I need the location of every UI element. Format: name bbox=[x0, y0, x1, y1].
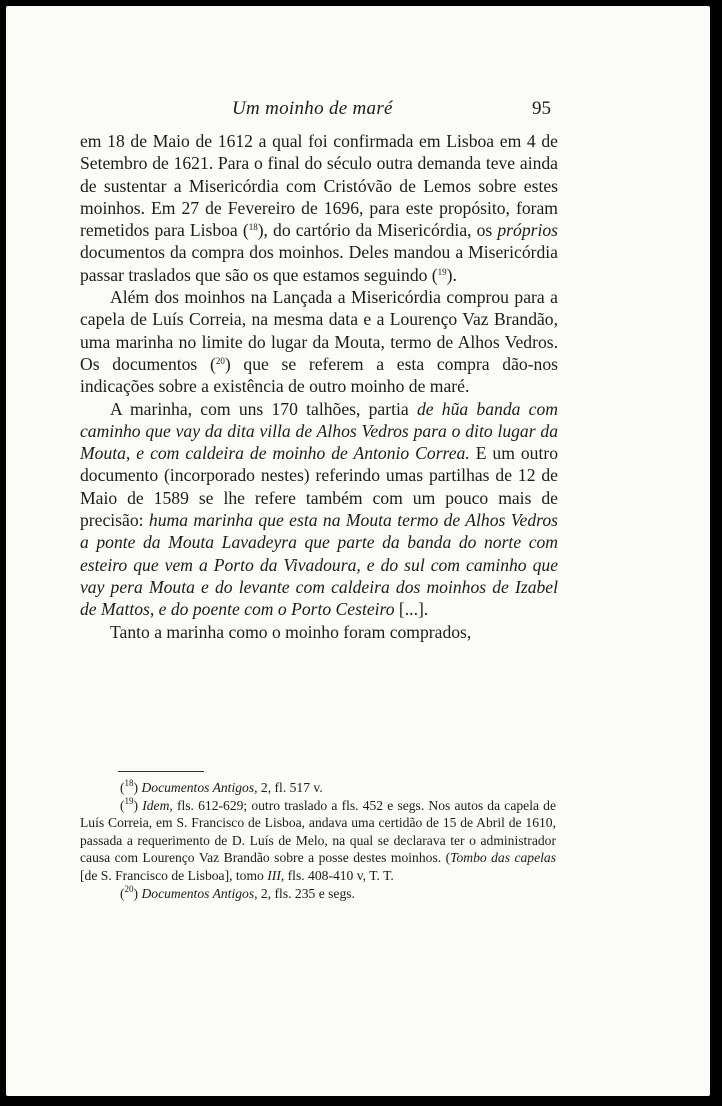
main-text bbox=[80, 130, 558, 643]
footnotes bbox=[80, 779, 556, 902]
text-run: E um outro documento (incorporado nestes) referindo umas partilhas de 12 de Maio de 1589 se lhe refere também com um pouco mais de precisão: bbox=[80, 443, 558, 531]
italic-run: Idem bbox=[142, 797, 170, 813]
footnote-ref: 19 bbox=[437, 266, 447, 277]
paragraph bbox=[80, 398, 558, 621]
text-run: , 2, fl. 517 v. bbox=[254, 780, 323, 795]
page-number: 95 bbox=[532, 98, 551, 119]
italic-run: de hũa banda com caminho que vay da dita villa de Alhos Vedros para o dito lugar da Mouta, e com caldeira de moinho de Antonio Correa. bbox=[80, 398, 558, 464]
footnote-marker: 19 bbox=[124, 795, 134, 806]
paragraph bbox=[80, 621, 558, 643]
text-run: [de S. Francisco de Lisboa], tomo bbox=[80, 867, 268, 883]
text-run: em 18 de Maio de 1612 a qual foi confirmada em Lisboa em 4 de Setembro de 1621. Para o final do século outra demanda teve ainda de sustentar a Misericórdia com Cristóvão de Lemos sobre estes moinhos. Em 27 de Fevereiro de 1696, para este propósito, foram remetidos para Lisboa ( bbox=[80, 131, 558, 241]
italic-run: Tombo das capelas bbox=[450, 850, 556, 866]
paragraph bbox=[80, 130, 558, 286]
text-run: , fls. 408-410 v, T. T. bbox=[280, 867, 394, 883]
text-run: , 2, fls. 235 e segs. bbox=[254, 885, 355, 901]
book-page bbox=[6, 6, 710, 1096]
text-run: Tanto a marinha como o moinho foram comprados, bbox=[110, 621, 472, 642]
italic-run: próprios bbox=[497, 220, 558, 241]
text-run: [...]. bbox=[394, 599, 429, 620]
text-run: ) que se referem a esta compra dão-nos indicações sobre a existência de outro moinho de maré. bbox=[80, 353, 558, 397]
text-run: A marinha, com uns 170 talhões, partia bbox=[110, 398, 417, 419]
text-run: Além dos moinhos na Lançada a Misericórdia comprou para a capela de Luís Correia, na mesma data e a Lourenço Vaz Brandão, uma marinha no limite do lugar da Mouta, termo de Alhos Vedros. Os documentos ( bbox=[80, 287, 558, 374]
text-run: documentos da compra dos moinhos. Deles mandou a Misericórdia passar traslados que são os que estamos seguindo ( bbox=[80, 242, 558, 285]
footnote: ($^{18}$) Documentos Antigos, 2, fl. 517 v. bbox=[120, 778, 323, 795]
footnote: ($^{20}$) Documentos Antigos, 2, fls. 235 e segs. bbox=[120, 883, 355, 901]
italic-run: III bbox=[267, 867, 281, 883]
paragraph bbox=[80, 286, 558, 397]
text-run: , fls. 612-629; outro traslado a fls. 452 e segs. Nos autos da capela de Luís Correia, em S. Francisco de Lisboa, andava uma certidão de 15 de Abril de 1610, passada a requerimento de D. Luís de Melo, na qual se declarava ter o administrador causa com Lourenço Vaz Brandão sobre a posse destes moinhos. ( bbox=[80, 797, 556, 866]
running-title: Um moinho de maré bbox=[232, 98, 393, 119]
italic-run: huma marinha que esta na Mouta termo de Alhos Vedros a ponte da Mouta Lavadeyra que parte da banda do norte com esteiro que vem a Porto da Vivadoura, e do sul com caminho que vay pera Mouta e do levante com caldeira dos moinhos de Izabel de Mattos, e do poente com o Porto Cesteiro bbox=[80, 510, 558, 620]
footnote-separator bbox=[118, 771, 204, 772]
italic-run: Documentos Antigos bbox=[141, 780, 255, 795]
italic-run: Documentos Antigos bbox=[141, 885, 255, 901]
footnote-marker: 20 bbox=[124, 883, 134, 894]
text-run: ), do cartório da Misericórdia, os bbox=[257, 220, 498, 241]
footnote-ref: 18 bbox=[248, 222, 258, 233]
footnote: ($^{19}$) Idem, fls. 612-629; outro traslado a fls. 452 e segs. Nos autos da capela de Luís Correia, em S. Francisco de Lisboa, andava uma certidão de 15 de Abril de 1610, passada a requerimento de D. Luís de Melo, na qual se declarava ter o administrador causa com Lourenço Vaz Brandão sobre a posse destes moinhos. (Tombo das capelas [de S. Francisco de Lisboa], tomo III, fls. 408-410 v, T. T. bbox=[80, 795, 556, 883]
text-run: ). bbox=[446, 264, 457, 285]
footnote-ref: 20 bbox=[215, 355, 225, 366]
footnote-marker: 18 bbox=[124, 778, 134, 788]
page-header bbox=[6, 98, 710, 126]
